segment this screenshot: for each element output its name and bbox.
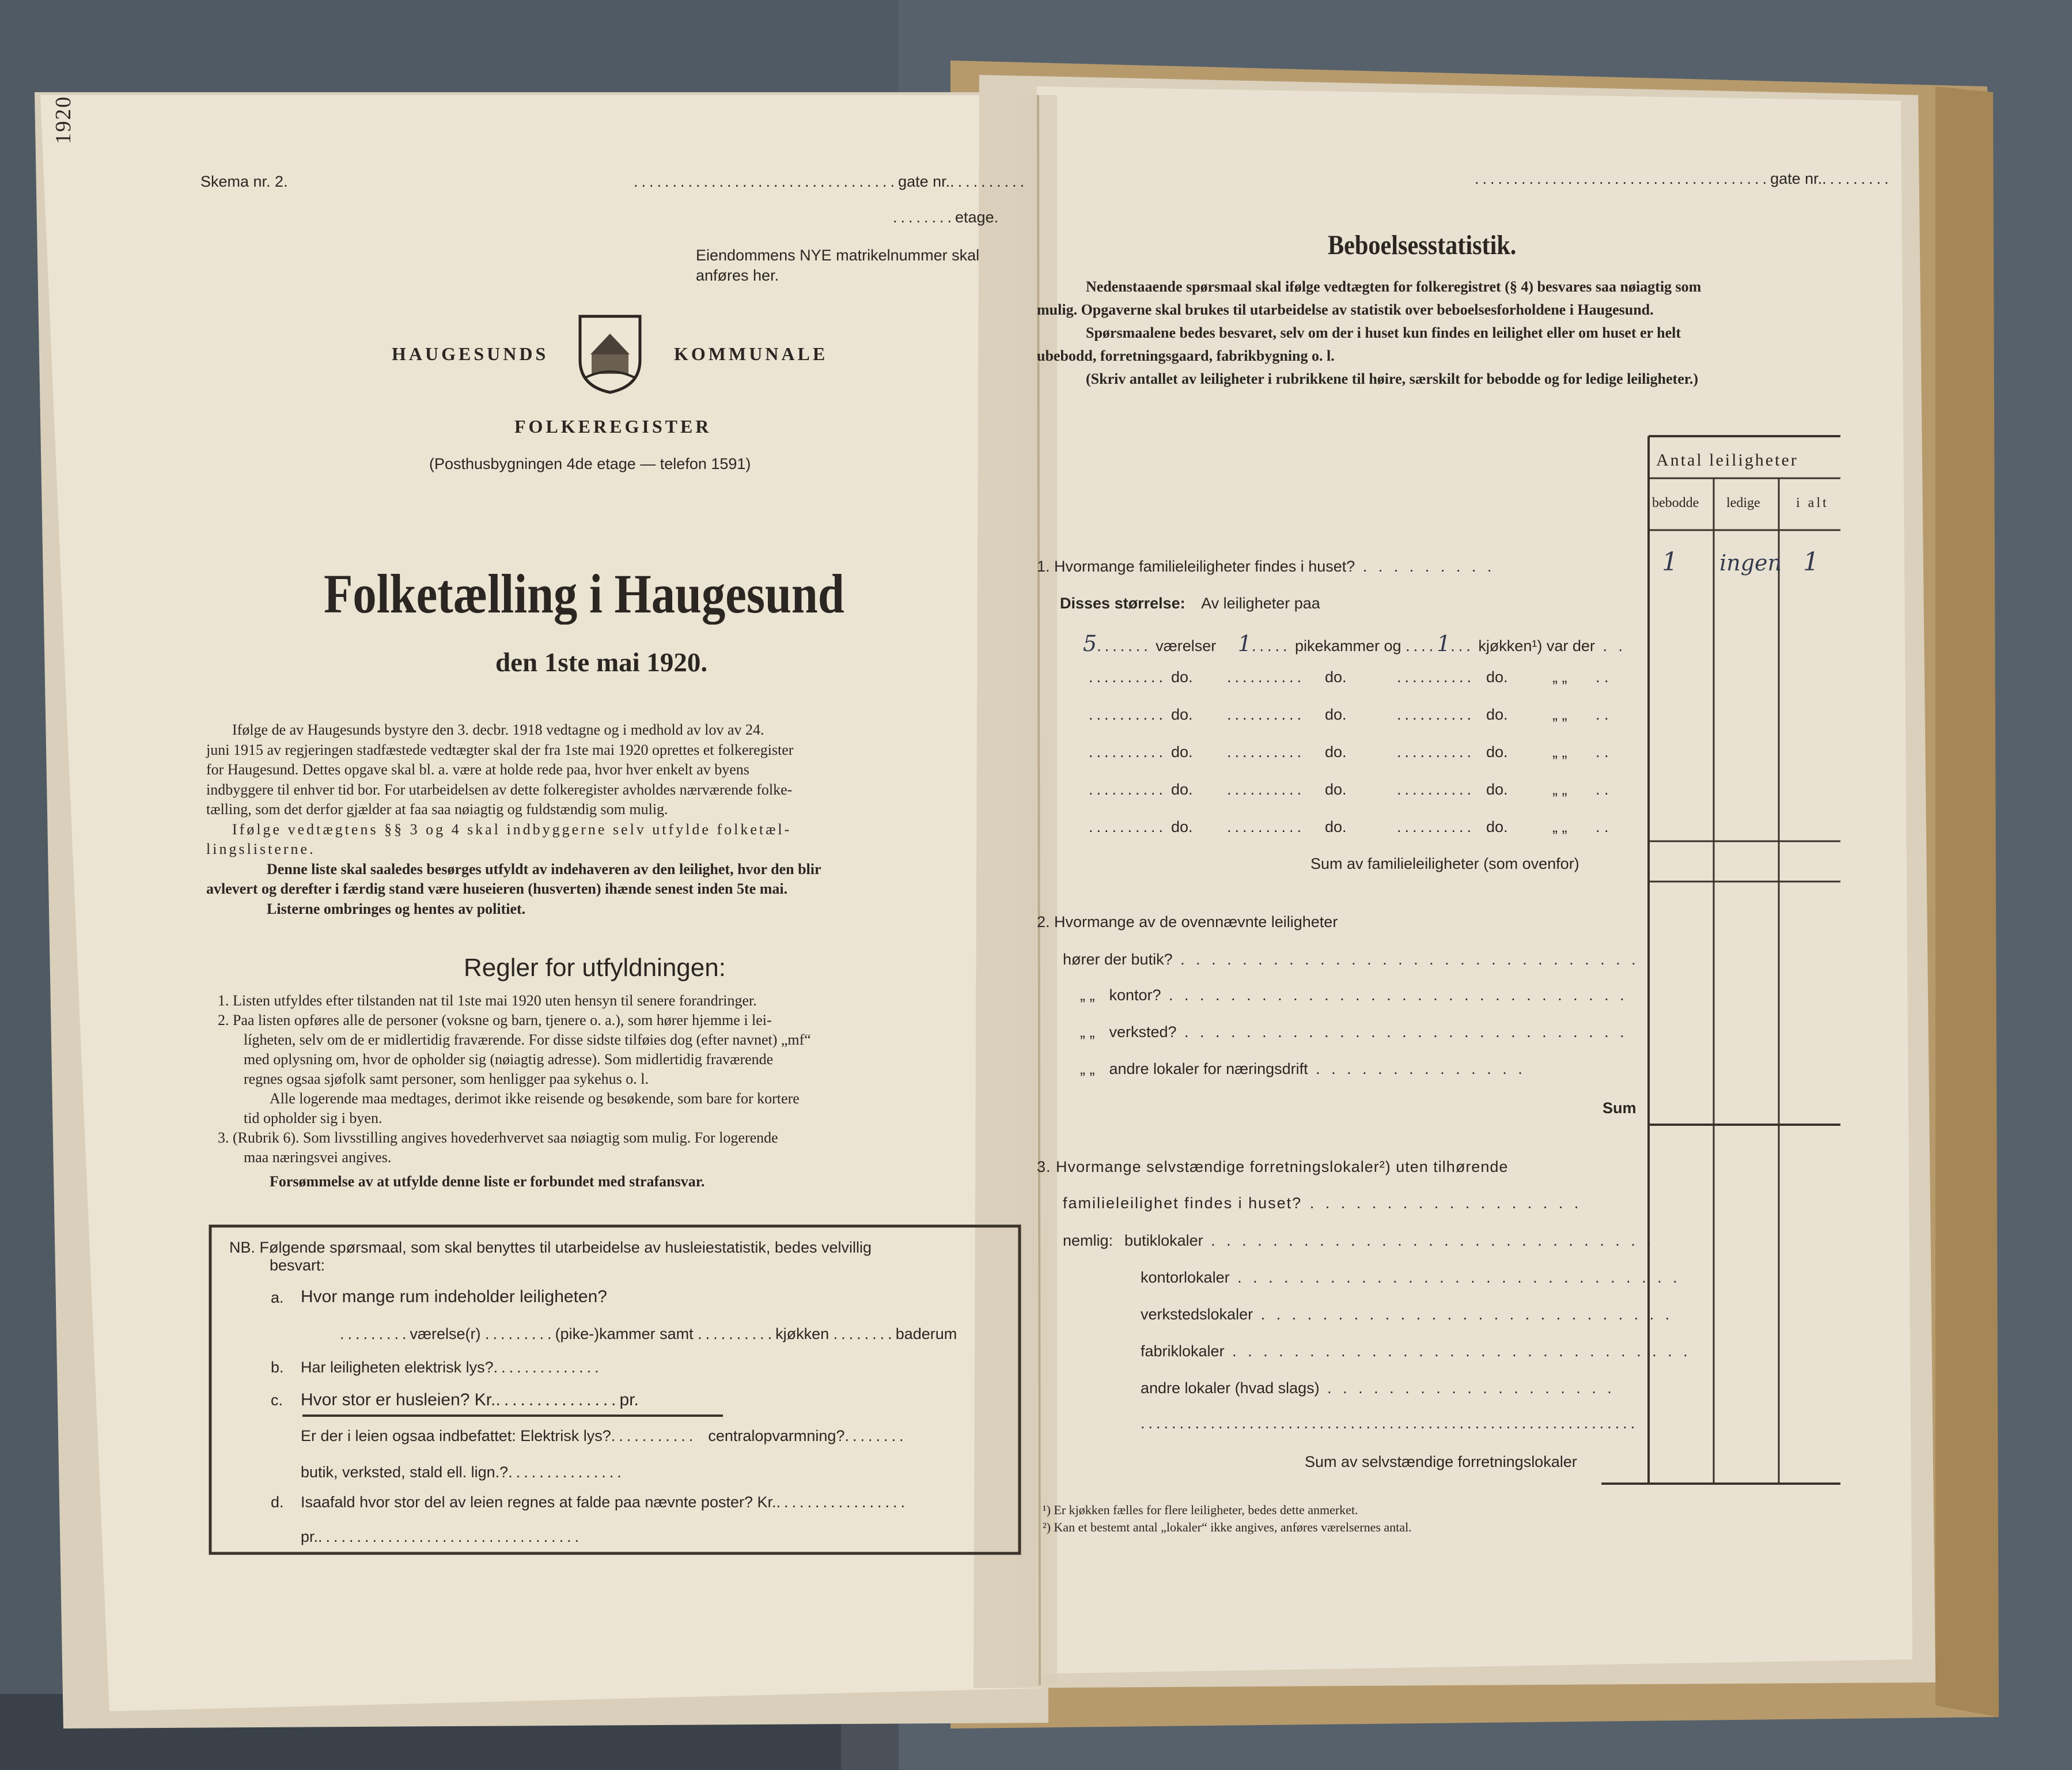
q2-item-butik: hører der butik? . . . . . . . . . . . . . . . . . . . . . . . . . . . . . . <box>1063 951 1639 968</box>
right-intro-line: (Skriv antallet av leiligheter i rubrikkene til høire, særskilt for bebodde og for ledige leiligheter.) <box>1086 370 1699 387</box>
q3-line-1: 3. Hvormange selvstændige forretningslokaler²) uten tilhørende <box>1037 1158 1509 1175</box>
rule-line: 1. Listen utfyldes efter tilstanden nat til 1ste mai 1920 uten hensyn til senere forandringer. <box>218 992 757 1009</box>
nb-a-label: a. <box>271 1289 284 1306</box>
nb-a-fields: .........værelse(r) .........(pike-)kammer samt ..........kjøkken ........baderum <box>340 1325 957 1342</box>
kommune-right: KOMMUNALE <box>674 343 828 364</box>
rule-line: maa næringsvei angives. <box>244 1149 392 1166</box>
nb-field-kitchen[interactable]: kjøkken <box>775 1325 829 1342</box>
nb-b-text: Har leiligheten elektrisk lys?.............. <box>301 1359 603 1376</box>
size-maid-value[interactable]: 1 <box>1237 631 1252 656</box>
right-intro-line: Nedenstaaende spørsmaal skal ifølge vedtægten for folkeregistret (§ 4) besvares saa nøiagtig som <box>1086 278 1702 295</box>
table-header: Antal leiligheter <box>1656 451 1798 470</box>
nb-c3-text: butik, verksted, stald ell. lign.?............... <box>301 1463 625 1481</box>
q2-text: 2. Hvormange av de ovennævnte leiligheter <box>1037 913 1338 931</box>
right-gate-label: ......................................gate nr.......... <box>1475 170 1892 187</box>
answer-ledige[interactable]: ingen <box>1719 550 1782 576</box>
q3-line-2: familieleilighet findes i huset? . . . . . . . . . . . . . . . . . . <box>1063 1194 1582 1212</box>
q3-sum: Sum av selvstændige forretningslokaler <box>1305 1453 1577 1470</box>
rules-title: Regler for utfyldningen: <box>464 954 726 982</box>
size-row-do: .......... do. .......... do. .......... do. „ „ . . <box>1089 706 1609 723</box>
size-row-do: .......... do. .......... do. .......... do. „ „ . . <box>1089 743 1609 761</box>
nb-field-bath[interactable]: baderum <box>895 1325 957 1342</box>
intro-line: Listerne ombringes og hentes av politiet. <box>267 900 526 917</box>
size-rooms-value[interactable]: 5 <box>1083 631 1097 656</box>
etage-label: ........etage. <box>893 209 999 226</box>
q3-item-kontor: kontorlokaler . . . . . . . . . . . . . . . . . . . . . . . . . . . . . <box>1141 1269 1681 1286</box>
rule-line: Forsømmelse av at utfylde denne liste er forbundet med strafansvar. <box>270 1173 705 1190</box>
gate-label: ..................................gate nr........... <box>634 173 1028 190</box>
intro-line: tælling, som det derfor gjælder at faa saa nøiagtig og fuldstændig som mulig. <box>206 801 668 818</box>
size-row-do: .......... do. .......... do. .......... do. „ „ . . <box>1089 781 1609 798</box>
q2-item-andre: „ „ andre lokaler for næringsdrift . . . . . . . . . . . . . . <box>1080 1060 1526 1077</box>
kommune-left: HAUGESUNDS <box>392 343 549 364</box>
q2-item-verksted: „ „ verksted? . . . . . . . . . . . . . . . . . . . . . . . . . . . . . <box>1080 1023 1628 1041</box>
q2-sum: Sum <box>1603 1099 1637 1117</box>
census-date: den 1ste mai 1920. <box>495 648 708 678</box>
nb-d-label: d. <box>271 1493 284 1511</box>
nb-intro: besvart: <box>270 1257 325 1274</box>
col-ialt: i alt <box>1796 496 1829 510</box>
q3-nemlig: nemlig: butiklokaler . . . . . . . . . . . . . . . . . . . . . . . . . . . . . <box>1063 1232 1654 1249</box>
rule-line: 2. Paa listen opføres alle de personer (voksne og barn, tjenere o. a.), som hører hjemme i lei- <box>218 1012 772 1028</box>
intro-line: Ifølge vedtægtens §§ 3 og 4 skal indbyggerne selv utfylde folketæl- <box>232 820 792 838</box>
right-intro <box>1037 275 1846 391</box>
q1-text: 1. Hvormange familieleiligheter findes i huset? . . . . . . . . . <box>1037 558 1495 575</box>
nb-d-pr: pr................................... <box>301 1528 583 1545</box>
nb-a-text: Hvor mange rum indeholder leiligheten? <box>301 1287 607 1306</box>
matrikkel-line-1: Eiendommens NYE matrikelnummer skal <box>696 247 980 264</box>
rules-list <box>218 991 1027 1192</box>
nb-c2-text: Er der i leien ogsaa indbefattet: Elektrisk lys?........... centralopvarmning?........ <box>301 1427 907 1444</box>
rule-line: lígheten, selv om de er midlertidig fraværende. For disse sidste tilføies dog (efter navnet) „mf“ <box>244 1031 811 1048</box>
rule-line: Alle logerende maa medtages, derimot ikke reisende og besøkende, som bare for kortere <box>270 1090 800 1107</box>
folkeregister-heading: FOLKEREGISTER <box>514 416 712 437</box>
nb-intro: NB. Følgende spørsmaal, som skal benyttes til utarbeidelse av husleiestatistik, bedes velvillig <box>229 1239 872 1256</box>
size-kitchen-value[interactable]: 1 <box>1437 631 1451 656</box>
nb-b-label: b. <box>271 1359 284 1376</box>
q3-item-fabrik: fabriklokaler . . . . . . . . . . . . . . . . . . . . . . . . . . . . . . <box>1141 1342 1691 1360</box>
intro-line: lingslisterne. <box>206 841 316 857</box>
nb-c-text: Hvor stor er husleien? Kr................pr. <box>301 1390 639 1409</box>
size-row-do: .......... do. .......... do. .......... do. „ „ . . <box>1089 818 1609 835</box>
size-row-1: 5....... værelser 1..... pikekammer og ....1... kjøkken¹) var der . . <box>1083 631 1626 656</box>
q3-item-andre: andre lokaler (hvad slags) . . . . . . . . . . . . . . . . . . . <box>1141 1379 1615 1397</box>
nb-field-rooms[interactable]: værelse(r) <box>410 1325 481 1342</box>
rule-line: regnes ogsaa sjøfolk samt personer, som henligger paa sykehus o. l. <box>244 1071 649 1087</box>
right-intro-line: mulig. Opgaverne skal brukes til utarbeidelse av statistik over beboelsesforholdene i Haugesund. <box>1037 301 1654 318</box>
right-title: Beboelsesstatistik. <box>1328 230 1517 260</box>
answer-ialt[interactable]: 1 <box>1803 547 1819 577</box>
intro-line: Denne liste skal saaledes besørges utfyldt av indehaveren av den leilighet, hvor den blir <box>267 860 821 878</box>
sizes-label: Disses størrelse: Av leiligheter paa <box>1060 595 1320 612</box>
schema-number: Skema nr. 2. <box>200 173 288 190</box>
right-intro-line: Spørsmaalene bedes besvaret, selv om der i huset kun findes en leilighet eller om huset er helt <box>1086 324 1681 341</box>
registry-address: (Posthusbygningen 4de etage — telefon 1591) <box>429 455 751 472</box>
archive-stamp: 1920 <box>51 96 75 144</box>
col-bebodde: bebodde <box>1652 496 1699 510</box>
intro-line: for Haugesund. Dettes opgave skal bl. a. være at holde rede paa, hvor hver enkelt av byens <box>206 761 749 778</box>
rule-line: 3. (Rubrik 6). Som livsstilling angives hovederhvervet saa nøiagtig som mulig. For logerende <box>218 1129 778 1146</box>
rule-line: med oplysning om, hvor de opholder sig (nøiagtig adresse). Som midlertidig fraværende <box>244 1051 774 1068</box>
coat-of-arms-icon <box>578 314 642 395</box>
rule-line: tid opholder sig i byen. <box>244 1110 382 1126</box>
intro-line: indbyggere til enhver tid bor. For utarbeidelsen av dette folkeregister avholdes nærværende folke- <box>206 781 793 798</box>
footnote-2: ²) Kan et bestemt antal „lokaler“ ikke angives, anføres værelsernes antal. <box>1043 1520 1412 1534</box>
q2-item-kontor: „ „ kontor? . . . . . . . . . . . . . . . . . . . . . . . . . . . . . . <box>1080 986 1628 1004</box>
q1-sum: Sum av familieleiligheter (som ovenfor) <box>1310 855 1579 872</box>
nb-d-text: Isaafald hvor stor del av leien regnes at falde paa nævnte poster? Kr.................. <box>301 1493 909 1511</box>
q3-blank-line: ................................................................ <box>1141 1415 1639 1432</box>
intro-line: avlevert og derefter i færdig stand være huseieren (husverten) ihænde senest inden 5te mai. <box>206 880 788 897</box>
q3-item-verksted: verkstedslokaler . . . . . . . . . . . . . . . . . . . . . . . . . . . <box>1141 1306 1673 1323</box>
page-title: Folketælling i Haugesund <box>324 563 844 625</box>
matrikkel-line-2: anføres her. <box>696 267 779 284</box>
intro-line: Ifølge de av Haugesunds bystyre den 3. decbr. 1918 vedtagne og i medhold av lov av 24. <box>232 721 764 738</box>
answer-bebodde[interactable]: 1 <box>1662 547 1678 577</box>
nb-field-maid[interactable]: (pike-)kammer samt <box>555 1325 694 1342</box>
nb-box <box>229 1239 1013 1274</box>
intro-paragraph <box>206 720 1027 919</box>
size-row-do: .......... do. .......... do. .......... do. „ „ . . <box>1089 668 1609 686</box>
intro-line: juni 1915 av regjeringen stadfæstede vedtægter skal der fra 1ste mai 1920 oprettes et folkeregister <box>206 741 794 758</box>
footnote-1: ¹) Er kjøkken fælles for flere leiligheter, bedes dette anmerket. <box>1043 1503 1358 1517</box>
col-ledige: ledige <box>1726 496 1760 510</box>
nb-c-label: c. <box>271 1391 283 1409</box>
right-intro-line: ubebodd, forretningsgaard, fabrikbygning o. l. <box>1037 347 1335 364</box>
